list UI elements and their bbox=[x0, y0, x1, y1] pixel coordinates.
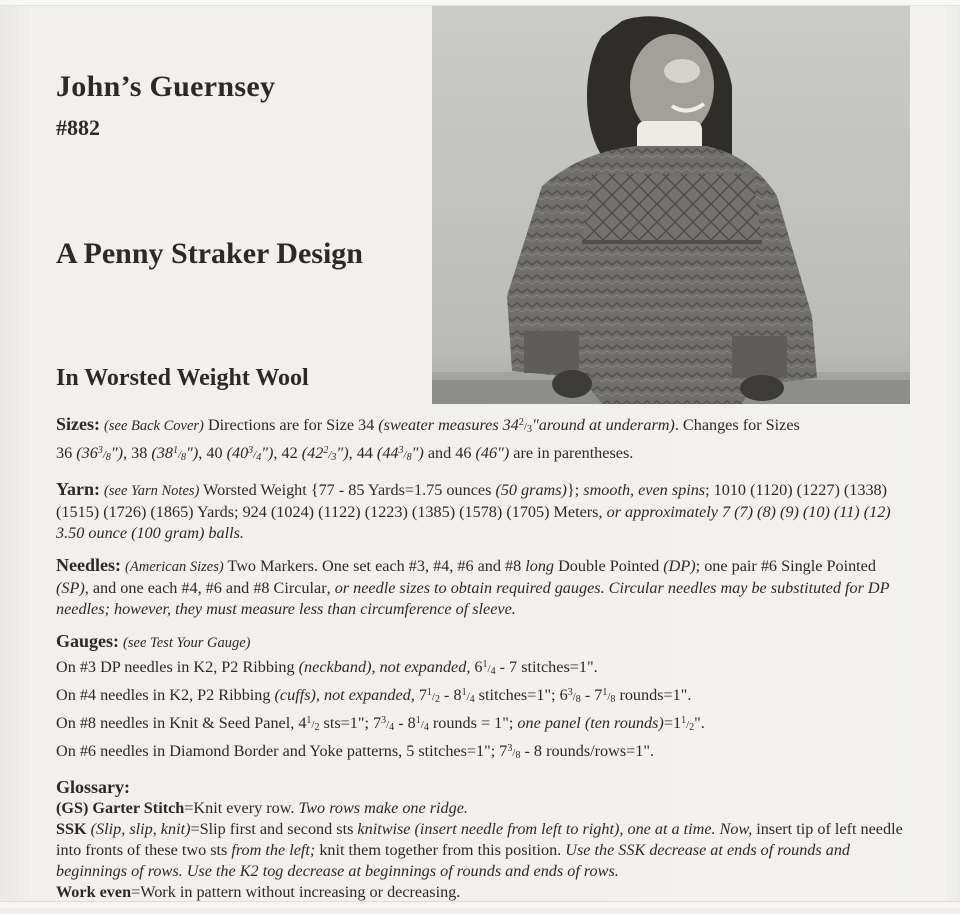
glossary-entry-work-even: Work even=Work in pattern without increasing or decreasing. bbox=[56, 883, 461, 901]
needles-text-3: ; one pair #6 Single Pointed bbox=[695, 557, 876, 575]
designer-credit: A Penny Straker Design bbox=[56, 237, 363, 270]
needles-sp: (SP) bbox=[56, 579, 85, 597]
fraction: $^2/_3$ bbox=[518, 417, 532, 435]
pattern-title: John’s Guernsey bbox=[56, 70, 276, 103]
needles-dp: (DP) bbox=[663, 557, 696, 575]
photo-illustration bbox=[432, 6, 910, 404]
yarn-text: Worsted Weight {77 - 85 Yards=1.75 ounces bbox=[199, 481, 496, 499]
needles-text-4: , and one each #4, #6 and #8 Circular bbox=[84, 579, 327, 597]
yarn-amounts: ; 1010 (1120) (1227) (1338) (1515) (1726) (1865) Yards; 924 (1024) (1122) (1223) (1385) (1578) (1705) Meters bbox=[56, 481, 888, 521]
needles-label: Needles: bbox=[56, 555, 121, 575]
gauges-label: Gauges: bbox=[56, 631, 119, 651]
sizes-changes-text: . Changes for Sizes bbox=[674, 416, 800, 434]
size-38: 38 $(38^1/_8")$, bbox=[131, 444, 207, 463]
sizes-section bbox=[56, 412, 906, 468]
sizes-ending: are in parentheses. bbox=[509, 444, 634, 462]
needles-text: Two Markers. One set each #3, #4, #6 and #8 bbox=[223, 557, 526, 575]
needles-section bbox=[56, 555, 906, 620]
needles-text-2: Double Pointed bbox=[554, 557, 664, 575]
needles-note: , or needle sizes to obtain required gauges. Circular needles may be substituted for DP needles; however, they must measure less than circumference of sleeve. bbox=[56, 579, 890, 618]
size-46: 46 bbox=[455, 444, 472, 462]
sizes-and: and bbox=[423, 444, 456, 462]
sizes-text: Directions are for Size 34 bbox=[203, 416, 379, 434]
size-40: 40 $(40^3/_4")$, bbox=[206, 444, 282, 463]
yarn-balls: , or approximately 7 (7) (8) (9) (10) (11) (12) 3.50 ounce (100 gram) balls. bbox=[56, 503, 891, 542]
model-photo bbox=[432, 6, 910, 404]
yarn-section bbox=[56, 479, 906, 544]
pattern-details bbox=[56, 412, 906, 914]
gauge-line-1: On #3 DP needles in K2, P2 Ribbing (neckband), not expanded, $6^1/_4 - 7$ stitches=1". bbox=[56, 658, 598, 677]
glossary-section bbox=[56, 777, 906, 903]
sizes-measure-end: "around at underarm) bbox=[531, 416, 675, 434]
sizes-reference: (see Back Cover) bbox=[104, 418, 204, 434]
glossary-entry-ssk: SSK (Slip, slip, knit)=Slip first and second sts knitwise (insert needle from left to right), one at a time. Now, insert tip of left needle into fronts of these two sts from the left; knit them together from this position. Use the SSK decrease at ends of rounds and beginnings of rows. Use the K2 tog decrease at beginnings of rounds and ends of rows. bbox=[56, 820, 903, 880]
gauges-section bbox=[56, 631, 906, 766]
size-36: 36 $(36^3/_8")$, bbox=[56, 444, 132, 463]
yarn-reference: (see Yarn Notes) bbox=[104, 483, 200, 499]
sizes-measure: (sweater measures 34 bbox=[378, 416, 519, 434]
glossary-entry-garter-stitch: (GS) Garter Stitch=Knit every row. Two rows make one ridge. bbox=[56, 799, 468, 817]
pattern-number: #882 bbox=[56, 115, 100, 140]
gauges-reference: (see Test Your Gauge) bbox=[123, 635, 251, 651]
size-46-measure: (46") bbox=[475, 444, 510, 462]
yarn-spin-note: smooth, even spins bbox=[583, 481, 706, 499]
size-44: 44 $(44^3/_8")$ bbox=[356, 444, 424, 463]
yarn-weight-subtitle: In Worsted Weight Wool bbox=[56, 365, 309, 391]
sizes-label: Sizes: bbox=[56, 414, 100, 434]
gauge-line-3: On #8 needles in Knit & Seed Panel, $4^1/_2$ sts=1"; $7^3/_4 - 8^1/_4$ rounds = 1"; one panel (ten $rounds)=1^1/_2$". bbox=[56, 714, 705, 733]
yarn-grams: (50 grams) bbox=[495, 481, 567, 499]
size-42: 42 $(42^2/_3")$, bbox=[281, 444, 357, 463]
yarn-label: Yarn: bbox=[56, 479, 100, 499]
needles-long: long bbox=[525, 557, 555, 575]
gauge-line-4: On #6 needles in Diamond Border and Yoke patterns, 5 stitches=1"; $7^3/_8 - 8$ rounds/rows=1". bbox=[56, 742, 654, 761]
needles-reference: (American Sizes) bbox=[125, 559, 224, 575]
yarn-text-2: }; bbox=[566, 481, 584, 499]
glossary-label: Glossary: bbox=[56, 777, 130, 797]
gauge-line-2: On #4 needles in K2, P2 Ribbing (cuffs), not expanded, $7^1/_2 - 8^1/_4$ stitches=1"; $6^3/_8 - 7^1/_8$ rounds=1". bbox=[56, 686, 692, 705]
